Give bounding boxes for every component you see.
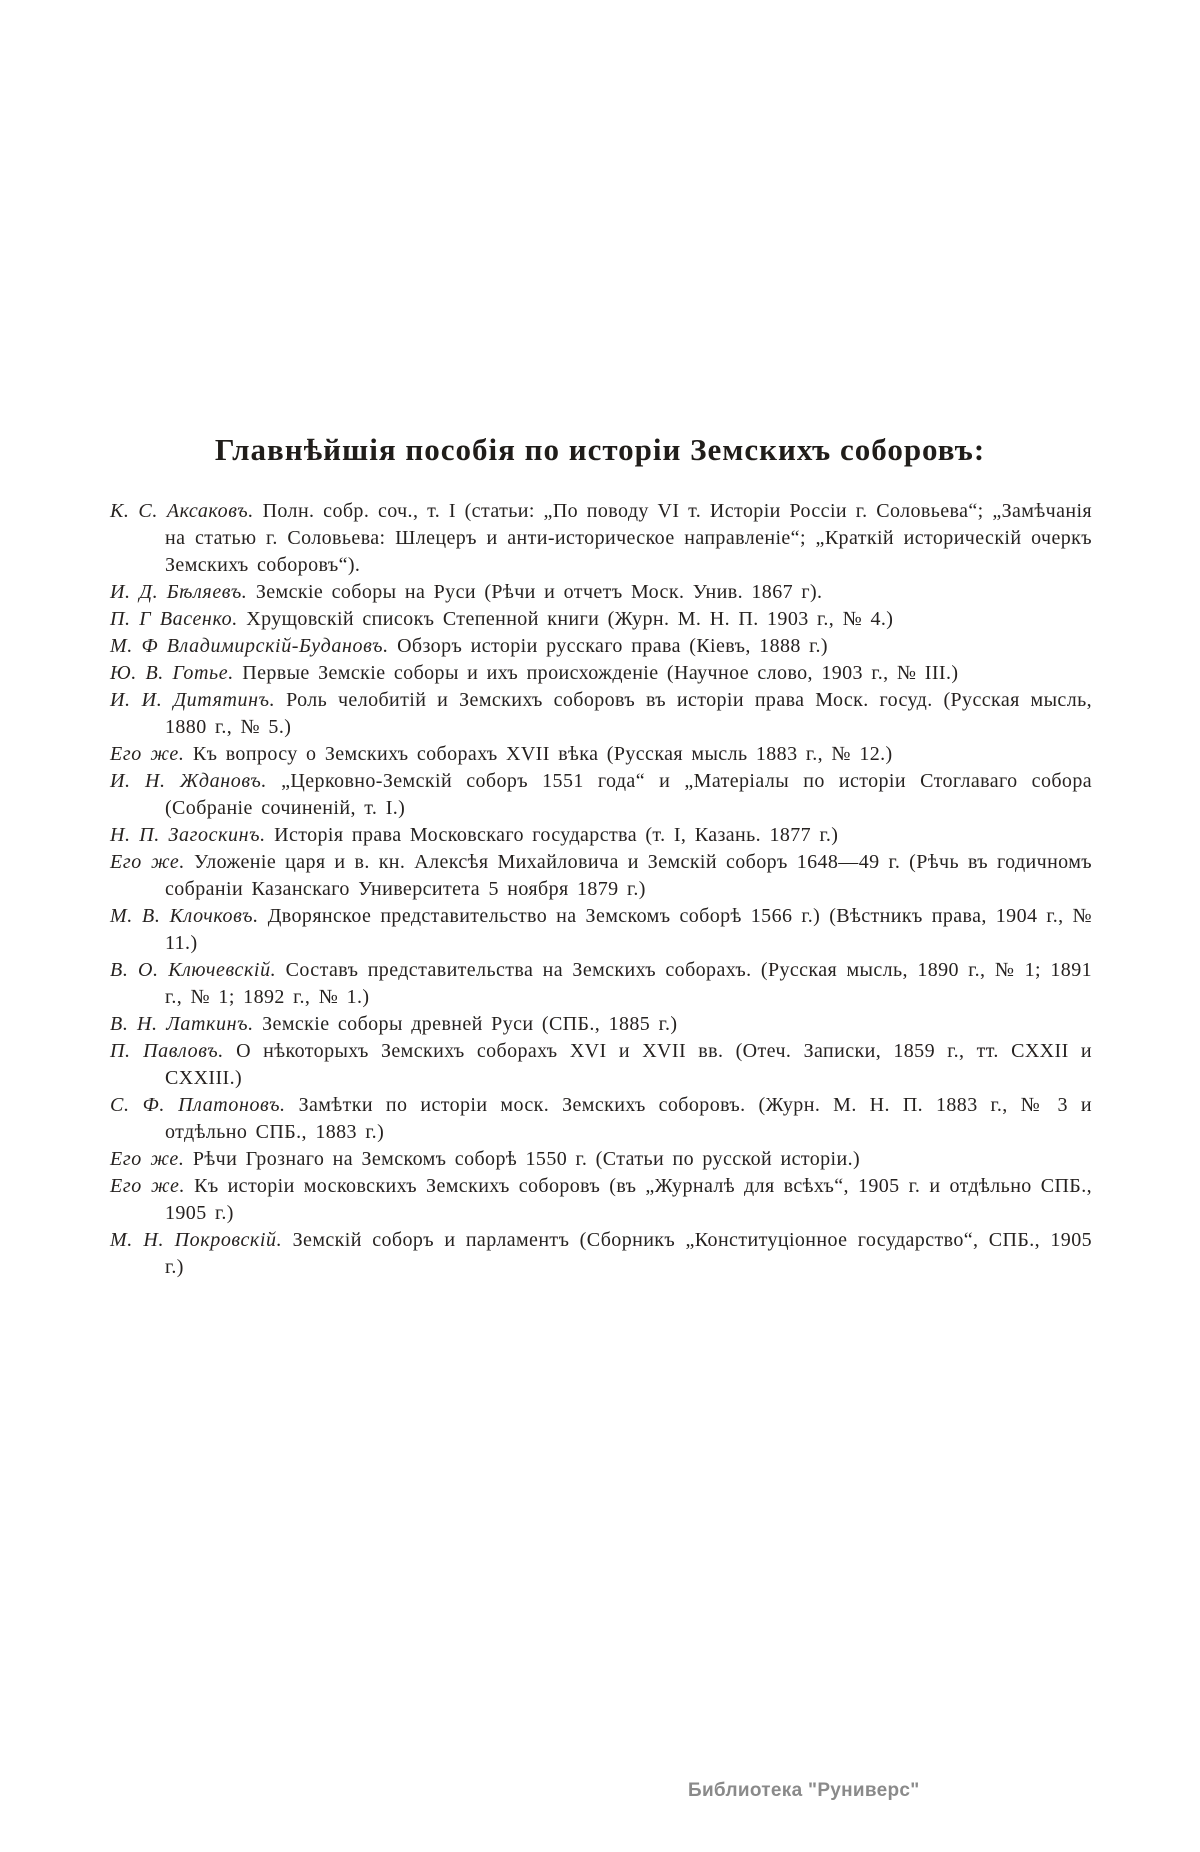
entry-text: Къ исторіи московскихъ Земскихъ соборовъ (въ „Журналѣ для всѣхъ“, 1905 г. и отдѣльно СПБ., 1905 г.): [165, 1175, 1092, 1224]
entry-author: С. Ф. Платоновъ.: [110, 1094, 286, 1116]
entry-text: Обзоръ исторіи русскаго права (Кіевъ, 1888 г.): [397, 635, 828, 657]
entry-text: Рѣчи Грознаго на Земскомъ соборѣ 1550 г. (Статьи по русской исторіи.): [192, 1148, 861, 1170]
entry-author: И. И. Дитятинъ.: [110, 689, 276, 711]
entry-text: Первые Земскіе соборы и ихъ происхожденіе (Научное слово, 1903 г., № III.): [242, 662, 959, 684]
bibliography-list: [110, 498, 1092, 1281]
bibliography-entry: [110, 633, 1092, 660]
entry-author: В. Н. Латкинъ.: [110, 1013, 254, 1035]
bibliography-entry: [110, 903, 1092, 957]
bibliography-entry: [110, 498, 1092, 579]
bibliography-entry: [110, 768, 1092, 822]
entry-text: Дворянское представительство на Земскомъ соборѣ 1566 г.) (Вѣстникъ права, 1904 г., № 11.): [165, 905, 1093, 954]
entry-author: П. Павловъ.: [110, 1040, 224, 1062]
bibliography-entry: [110, 849, 1092, 903]
bibliography-entry: [110, 687, 1092, 741]
entry-author: П. Г Васенко.: [110, 608, 238, 630]
entry-text: „Церковно-Земскій соборъ 1551 года“ и „Матеріалы по исторіи Стоглаваго собора (Собраніе сочиненій, т. I.): [165, 770, 1093, 819]
bibliography-entry: [110, 1146, 1092, 1173]
entry-author: И. Н. Ждановъ.: [110, 770, 267, 792]
bibliography-entry: [110, 957, 1092, 1011]
entry-author: М. Ф Владимирскій-Будановъ.: [110, 635, 389, 657]
bibliography-entry: [110, 1011, 1092, 1038]
bibliography-entry: [110, 822, 1092, 849]
bibliography-entry: [110, 606, 1092, 633]
entry-text: Составъ представительства на Земскихъ соборахъ. (Русская мысль, 1890 г., № 1; 1891 г., № 1; 1892 г., № 1.): [165, 959, 1092, 1008]
entry-author: Его же.: [110, 1148, 185, 1170]
entry-text: Земскіе соборы на Руси (Рѣчи и отчетъ Моск. Унив. 1867 г).: [255, 581, 823, 603]
entry-author: Его же.: [110, 1175, 186, 1197]
bibliography-entry: [110, 1038, 1092, 1092]
entry-text: Роль челобитій и Земскихъ соборовъ въ исторіи права Моск. госуд. (Русская мысль, 1880 г., № 5.): [165, 689, 1093, 738]
entry-text: Къ вопросу о Земскихъ соборахъ XVII вѣка (Русская мысль 1883 г., № 12.): [192, 743, 893, 765]
entry-author: Его же.: [110, 743, 185, 765]
bibliography-entry: [110, 579, 1092, 606]
bibliography-entry: [110, 660, 1092, 687]
entry-author: Н. П. Загоскинъ.: [110, 824, 266, 846]
bibliography-entry: [110, 741, 1092, 768]
entry-text: Полн. собр. соч., т. I (статьи: „По поводу VI т. Исторіи Россіи г. Соловьева“; „Замѣчанія на статью г. Соловьева: Шлецеръ и анти-историческое направленіе“; „Краткій историческій очеркъ Земскихъ соборовъ“).: [165, 500, 1093, 576]
entry-author: И. Д. Бѣляевъ.: [110, 581, 248, 603]
entry-author: Ю. В. Готье.: [110, 662, 234, 684]
entry-text: Земскій соборъ и парламентъ (Сборникъ „Конституціонное государство“, СПБ., 1905 г.): [165, 1229, 1093, 1278]
entry-author: Его же.: [110, 851, 185, 873]
library-watermark: Библиотека "Руниверс": [688, 1780, 920, 1801]
entry-author: В. О. Ключевскій.: [110, 959, 277, 981]
entry-text: Хрущовскій списокъ Степенной книги (Журн. М. Н. П. 1903 г., № 4.): [246, 608, 894, 630]
bibliography-entry: [110, 1227, 1092, 1281]
page-title: Главнѣйшія пособія по исторіи Земскихъ соборовъ:: [214, 432, 986, 467]
entry-author: К. С. Аксаковъ.: [110, 500, 254, 522]
entry-text: Замѣтки по исторіи моск. Земскихъ соборовъ. (Журн. М. Н. П. 1883 г., № 3 и отдѣльно СПБ., 1883 г.): [165, 1094, 1092, 1143]
bibliography-entry: [110, 1092, 1092, 1146]
entry-text: Уложеніе царя и в. кн. Алексѣя Михайловича и Земскій соборъ 1648—49 г. (Рѣчь въ годичномъ собраніи Казанскаго Университета 5 ноября 1879 г.): [165, 851, 1092, 900]
entry-text: О нѣкоторыхъ Земскихъ соборахъ XVI и XVII вв. (Отеч. Записки, 1859 г., тт. CXXII и CXXIII.): [165, 1040, 1093, 1089]
entry-author: М. Н. Покровскій.: [110, 1229, 283, 1251]
entry-author: М. В. Клочковъ.: [110, 905, 259, 927]
bibliography-entry: [110, 1173, 1092, 1227]
entry-text: Исторія права Московскаго государства (т. I, Казань. 1877 г.): [274, 824, 839, 846]
entry-text: Земскіе соборы древней Руси (СПБ., 1885 г.): [262, 1013, 678, 1035]
